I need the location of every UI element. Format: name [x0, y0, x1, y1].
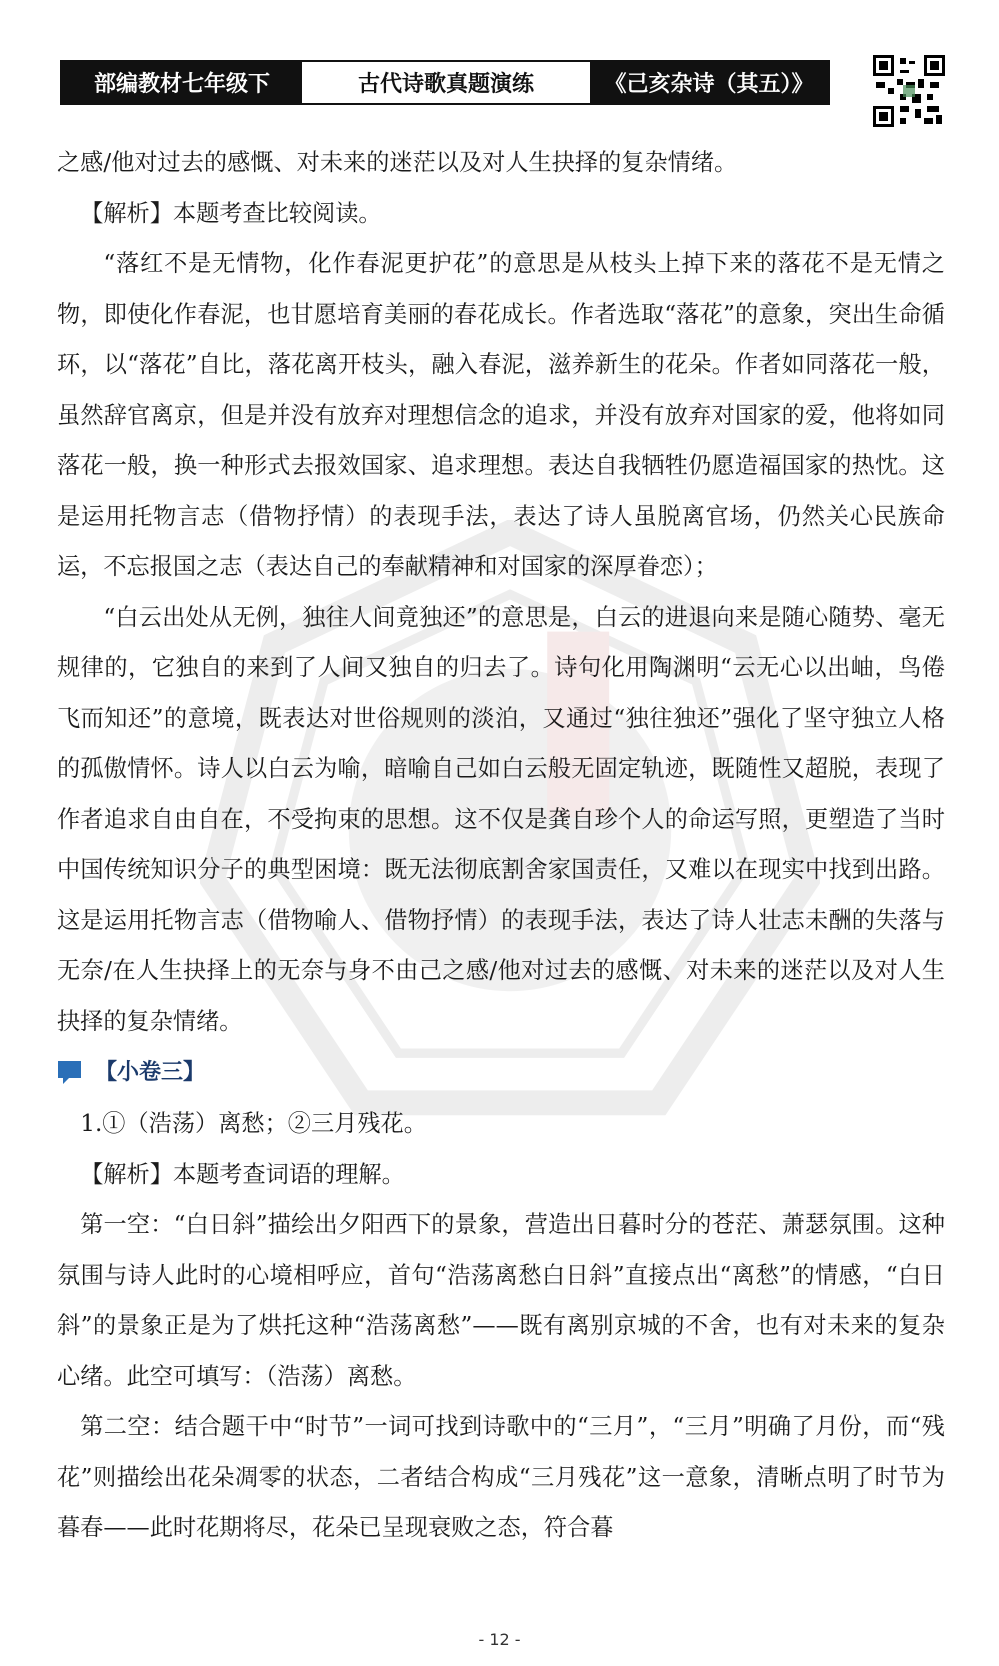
qr-code-icon — [873, 55, 945, 127]
page-number: - 12 - — [478, 1630, 521, 1649]
paragraph-continuation: 之感/他对过去的感慨、对未来的迷茫以及对人生抉择的复杂情绪。 — [57, 149, 738, 176]
paragraph-blank-1: 第一空：“白日斜”描绘出夕阳西下的景象，营造出日暮时分的苍茫、萧瑟氛围。这种氛围与诗人此时的心境相呼应，首句“浩荡离愁白日斜”直接点出“离愁”的情感，“白日斜”的景象正是为了烘托这种“浩荡离愁”——既有离别京城的不舍，也有对未来的复杂心绪。此空可填写：（浩荡）离愁。 — [57, 1211, 945, 1390]
analysis-heading-2: 【解析】本题考查词语的理解。 — [80, 1160, 405, 1188]
answer-1: 1.①（浩荡）离愁；②三月残花。 — [80, 1110, 427, 1137]
page-content — [57, 138, 945, 1554]
speech-bubble-icon — [57, 1060, 83, 1086]
paragraph-blank-2: 第二空：结合题干中“时节”一词可找到诗歌中的“三月”，“三月”明确了月份，而“残花”则描绘出花朵凋零的状态，二者结合构成“三月残花”这一意象，清晰点明了时节为暮春——此时花期将尽，花朵已呈现衰败之态，符合暮 — [57, 1413, 945, 1541]
header-topic: 古代诗歌真题演练 — [302, 62, 590, 103]
paragraph-baiyun: “白云出处从无例，独往人间竟独还”的意思是，白云的进退向来是随心随势、毫无规律的，它独自的来到了人间又独自的归去了。诗句化用陶渊明“云无心以出岫，鸟倦飞而知还”的意境，既表达对世俗规则的淡泊，又通过“独往独还”强化了坚守独立人格的孤傲情怀。诗人以白云为喻，暗喻自己如白云般无固定轨迹，既随性又超脱，表现了作者追求自由自在，不受拘束的思想。这不仅是龚自珍个人的命运写照，更塑造了当时中国传统知识分子的典型困境：既无法彻底割舍家国责任，又难以在现实中找到出路。这是运用托物言志（借物喻人、借物抒情）的表现手法，表达了诗人壮志未酬的失落与无奈/在人生抉择上的无奈与身不由己之感/他对过去的感慨、对未来的迷茫以及对人生抉择的复杂情绪。 — [57, 603, 945, 1035]
header-grade: 部编教材七年级下 — [62, 62, 302, 103]
section-title: 【小卷三】 — [95, 1059, 206, 1085]
analysis-heading: 【解析】本题考查比较阅读。 — [80, 199, 382, 227]
section-heading — [57, 1047, 945, 1099]
paragraph-luohong: “落红不是无情物，化作春泥更护花”的意思是从枝头上掉下来的落花不是无情之物，即使化作春泥，也甘愿培育美丽的春花成长。作者选取“落花”的意象，突出生命循环，以“落花”自比，落花离开枝头，融入春泥，滋养新生的花朵。作者如同落花一般，虽然辞官离京，但是并没有放弃对理想信念的追求，并没有放弃对国家的爱，他将如同落花一般，换一种形式去报效国家、追求理想。表达自我牺牲仍愿造福国家的热忱。这是运用托物言志（借物抒情）的表现手法，表达了诗人虽脱离官场，仍然关心民族命运，不忘报国之志（表达自己的奉献精神和对国家的深厚眷恋）； — [57, 250, 945, 580]
page-header — [60, 60, 830, 105]
header-poem: 《己亥杂诗（其五）》 — [590, 62, 828, 103]
